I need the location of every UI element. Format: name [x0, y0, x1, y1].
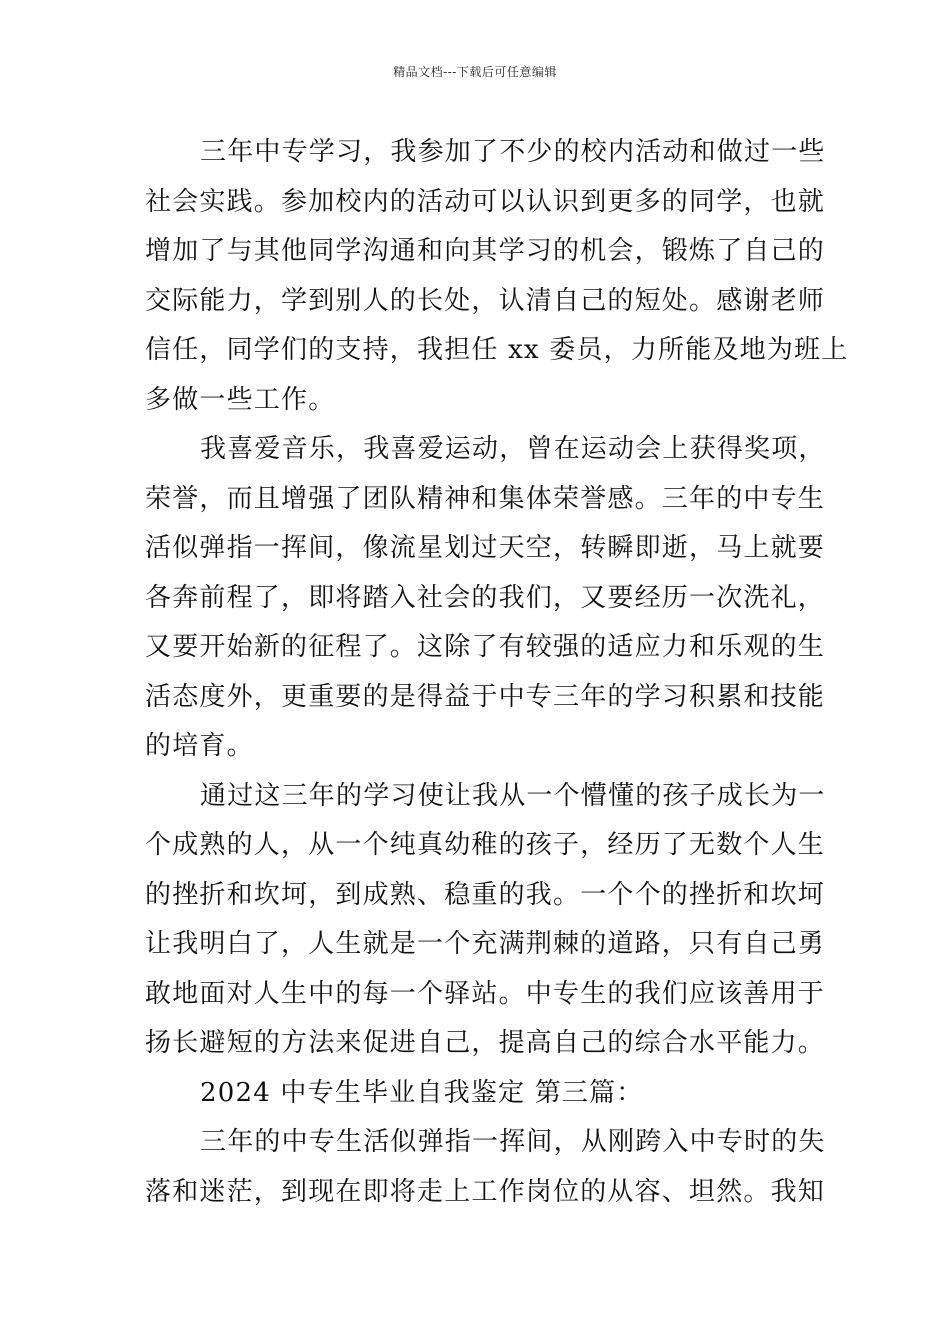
- text-line: 活态度外，更重要的是得益于中专三年的学习积累和技能: [145, 681, 826, 712]
- section-title-line: 2024 中专生毕业自我鉴定 第三篇：: [200, 1077, 644, 1108]
- text-line: 扬长避短的方法来促进自己，提高自己的综合水平能力。: [145, 1028, 826, 1058]
- text-line: 我喜爱音乐，我喜爱运动，曾在运动会上获得奖项，: [200, 434, 826, 464]
- text-line: 通过这三年的学习使让我从一个懵懂的孩子成长为一: [200, 780, 826, 811]
- text-line: 个成熟的人，从一个纯真幼稚的孩子，经历了无数个人生: [145, 830, 826, 860]
- text-line: 的培育。: [145, 731, 254, 761]
- text-line: 荣誉，而且增强了团队精神和集体荣誉感。三年的中专生: [145, 483, 826, 514]
- text-line: 各奔前程了，即将踏入社会的我们，又要经历一次洗礼，: [145, 582, 826, 613]
- text-line: 三年中专学习，我参加了不少的校内活动和做过一些: [200, 137, 826, 167]
- text-line: 交际能力，学到别人的长处，认清自己的短处。感谢老师: [145, 285, 826, 316]
- text-line: 的挫折和坎坷，到成熟、稳重的我。一个个的挫折和坎坷: [145, 879, 826, 910]
- paragraph: [145, 128, 849, 425]
- page-header: 精品文档---下载后可任意编辑: [393, 65, 557, 79]
- paragraph: [145, 1118, 826, 1217]
- text-line: 活似弹指一挥间，像流星划过天空，转瞬即逝，马上就要: [145, 533, 826, 563]
- paragraph: [145, 772, 826, 1069]
- text-line: 三年的中专生活似弹指一挥间，从刚跨入中专时的失: [200, 1127, 826, 1157]
- text-line: 信任，同学们的支持，我担任 xx 委员，力所能及地为班上: [145, 335, 849, 365]
- section-heading: [145, 1069, 810, 1119]
- document-body: [145, 128, 849, 1217]
- text-line: 增加了与其他同学沟通和向其学习的机会，锻炼了自己的: [145, 236, 826, 266]
- text-line: 又要开始新的征程了。这除了有较强的适应力和乐观的生: [145, 632, 826, 662]
- text-line: 敢地面对人生中的每一个驿站。中专生的我们应该善用于: [145, 978, 826, 1009]
- text-line: 让我明白了，人生就是一个充满荆棘的道路，只有自己勇: [145, 929, 826, 959]
- paragraph: [145, 425, 826, 772]
- text-line: 落和迷茫，到现在即将走上工作岗位的从容、坦然。我知: [145, 1176, 826, 1207]
- text-line: 多做一些工作。: [145, 384, 336, 415]
- text-line: 社会实践。参加校内的活动可以认识到更多的同学，也就: [145, 186, 826, 217]
